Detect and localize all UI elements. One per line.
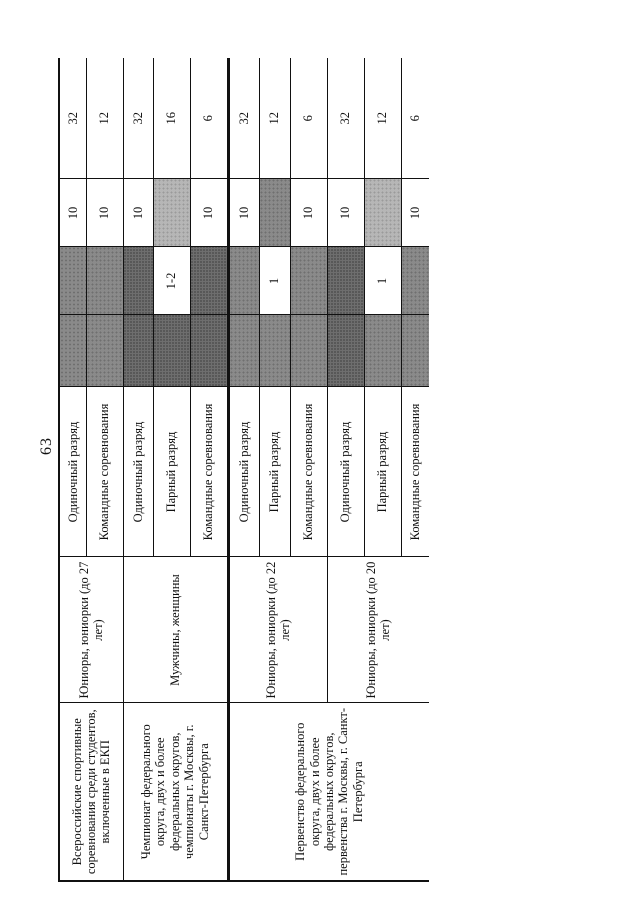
participants-cell: 6 (401, 58, 429, 179)
discipline-cell: Парный разряд (259, 387, 290, 557)
place-cell (86, 247, 123, 315)
competition-cell: Первенство федерального округа, двух и более федеральных округов, первенства г. Москвы, г. Санкт-Петербурга (228, 703, 429, 881)
age-group-cell: Мужчины, женщины (123, 557, 228, 703)
rank-requirements-table (58, 58, 429, 882)
shaded-cell (401, 315, 429, 387)
rank-value-cell: 10 (327, 179, 364, 247)
shaded-cell (259, 315, 290, 387)
shaded-cell (228, 315, 259, 387)
table-row (228, 58, 259, 881)
discipline-cell: Парный разряд (153, 387, 190, 557)
shaded-cell (59, 315, 86, 387)
discipline-cell: Командные соревнования (86, 387, 123, 557)
participants-cell: 12 (364, 58, 401, 179)
discipline-cell: Командные соревнования (401, 387, 429, 557)
shaded-cell (86, 315, 123, 387)
participants-cell: 32 (228, 58, 259, 179)
rank-value-cell (153, 179, 190, 247)
place-cell (327, 247, 364, 315)
age-group-cell: Юниоры, юниорки (до 27 лет) (59, 557, 123, 703)
rank-value-cell: 10 (401, 179, 429, 247)
place-cell (290, 247, 327, 315)
discipline-cell: Одиночный разряд (123, 387, 153, 557)
competition-cell: Чемпионат федерального округа, двух и более федеральных округов, чемпионаты г. Москвы, г. Санкт-Петербурга (123, 703, 228, 881)
competition-cell: Всероссийские спортивные соревнования среди студентов, включенные в ЕКП (59, 703, 123, 881)
place-cell: 1 (364, 247, 401, 315)
rank-value-cell: 10 (59, 179, 86, 247)
place-cell: 1-2 (153, 247, 190, 315)
place-cell (401, 247, 429, 315)
rank-value-cell: 10 (228, 179, 259, 247)
participants-cell: 12 (86, 58, 123, 179)
shaded-cell (364, 315, 401, 387)
table-row (123, 58, 153, 881)
participants-cell: 32 (327, 58, 364, 179)
rank-value-cell: 10 (290, 179, 327, 247)
place-cell (228, 247, 259, 315)
table-row (59, 58, 86, 881)
participants-cell: 6 (290, 58, 327, 179)
place-cell (59, 247, 86, 315)
place-cell (190, 247, 228, 315)
rank-value-cell (364, 179, 401, 247)
discipline-cell: Парный разряд (364, 387, 401, 557)
rank-value-cell: 10 (190, 179, 228, 247)
shaded-cell (123, 315, 153, 387)
participants-cell: 16 (153, 58, 190, 179)
page-number: 63 (38, 437, 55, 455)
rotated-table-frame (58, 58, 429, 882)
participants-cell: 32 (123, 58, 153, 179)
shaded-cell (327, 315, 364, 387)
discipline-cell: Командные соревнования (290, 387, 327, 557)
shaded-cell (290, 315, 327, 387)
shaded-cell (190, 315, 228, 387)
age-group-cell: Юниоры, юниорки (до 22 лет) (228, 557, 327, 703)
place-cell: 1 (259, 247, 290, 315)
table-container (58, 58, 429, 882)
age-group-cell: Юниоры, юниорки (до 20 лет) (327, 557, 429, 703)
rank-value-cell: 10 (86, 179, 123, 247)
participants-cell: 32 (59, 58, 86, 179)
participants-cell: 6 (190, 58, 228, 179)
shaded-cell (153, 315, 190, 387)
rank-value-cell (259, 179, 290, 247)
discipline-cell: Одиночный разряд (59, 387, 86, 557)
discipline-cell: Одиночный разряд (327, 387, 364, 557)
place-cell (123, 247, 153, 315)
participants-cell: 12 (259, 58, 290, 179)
discipline-cell: Одиночный разряд (228, 387, 259, 557)
discipline-cell: Командные соревнования (190, 387, 228, 557)
rank-value-cell: 10 (123, 179, 153, 247)
